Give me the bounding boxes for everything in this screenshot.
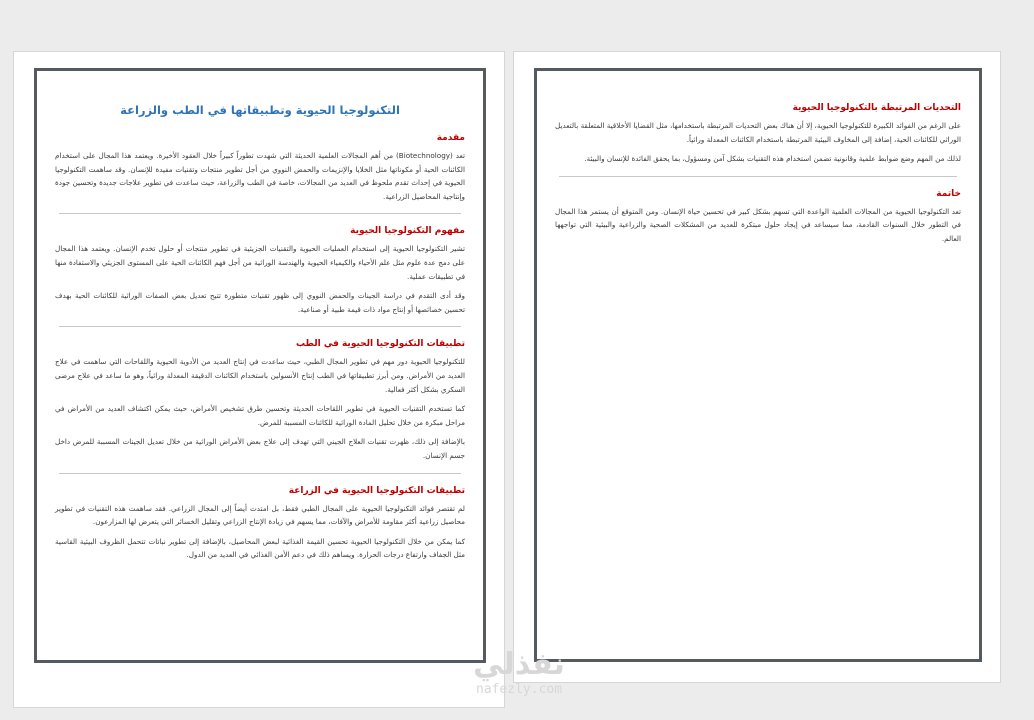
document-page-2 <box>514 52 1000 682</box>
document-page-1 <box>14 52 504 707</box>
medicine-paragraph-2: كما تستخدم التقنيات الحيوية في تطوير اللقاحات الحديثة وتحسين طرق تشخيص الأمراض، حيث يمكن اكتشاف العديد من الأمراض في مراحل مبكرة من خلال تحليل المادة الوراثية للكائنات المسببة للمرض. <box>55 404 465 427</box>
agriculture-paragraph-1: لم تقتصر فوائد التكنولوجيا الحيوية على المجال الطبي فقط، بل امتدت أيضاً إلى المجال الزراعي. فقد ساهمت هذه التقنيات في تطوير محاصيل زراعية أكثر مقاومة للأمراض والآفات، مما يسهم في زيادة الإنتاج الزراعي وتقليل الخسائر التي يتعرض لها المزارعون. <box>55 503 465 527</box>
page-border <box>34 68 486 663</box>
page-border <box>534 68 982 662</box>
watermark-url: nafezly.com <box>475 682 563 697</box>
section-divider <box>559 176 957 177</box>
medicine-heading: تطبيقات التكنولوجيا الحيوية في الطب <box>295 339 465 350</box>
challenges-paragraph-2: لذلك من المهم وضع ضوابط علمية وقانونية تضمن استخدام هذه التقنيات بشكل آمن ومسؤول، بما يحقق الفائدة للإنسان والبيئة. <box>584 154 961 164</box>
medicine-paragraph-1: للتكنولوجيا الحيوية دور مهم في تطوير المجال الطبي، حيث ساعدت في إنتاج العديد من الأدوية الحيوية واللقاحات التي ساهمت في علاج العديد من الأمراض. ومن أبرز تطبيقاتها في الطب إنتاج الأنسولين باستخدام الكائنات الدقيقة المعدلة وراثياً، وهو ما ساعد في علاج مرضى السكري بشكل أكثر فعالية. <box>55 357 465 394</box>
concept-paragraph-2: وقد أدى التقدم في دراسة الجينات والحمض النووي إلى ظهور تقنيات متطورة تتيح تعديل بعض الصفات الوراثية للكائنات الحية بهدف تحسين خصائصها أو إنتاج مواد ذات قيمة طبية أو صناعية. <box>55 291 465 314</box>
challenges-paragraph-1: على الرغم من الفوائد الكبيرة للتكنولوجيا الحيوية، إلا أن هناك بعض التحديات المرتبطة باستخدامها، مثل القضايا الأخلاقية المتعلقة بالتعديل الوراثي للكائنات الحية، إضافة إلى المخاوف البيئية المرتبطة باستخدام الكائنات المعدلة وراثياً. <box>555 121 961 144</box>
watermark-logo: نفذلي <box>473 647 565 682</box>
intro-text-start: تعد <box>455 151 466 160</box>
concept-paragraph-1: تشير التكنولوجيا الحيوية إلى استخدام العمليات الحيوية والتقنيات الجزيئية في تطوير منتجات أو حلول تخدم الإنسان. ويعتمد هذا المجال على دمج عدة علوم مثل علم الأحياء والكيمياء الحيوية والهندسة الوراثية من أجل فهم الكائنات الحية على المستوى الجزيئي والاستفادة منها في تطبيقات عملية. <box>55 244 465 281</box>
section-divider <box>59 326 461 327</box>
biotechnology-term: Biotechnology <box>398 151 451 160</box>
intro-heading: مقدمة <box>436 133 465 143</box>
challenges-heading: التحديات المرتبطة بالتكنولوجيا الحيوية <box>792 103 961 113</box>
concept-heading: مفهوم التكنولوجيا الحيوية <box>350 226 465 237</box>
conclusion-paragraph: تعد التكنولوجيا الحيوية من المجالات العلمية الواعدة التي تسهم بشكل كبير في تحسين حياة الإنسان. ومن المتوقع أن يستمر هذا المجال في التطور خلال السنوات القادمة، مما سيساعد في إيجاد حلول مبتكرة للعديد من المشكلات الصحية والزراعية والبيئية التي تواجهها العالم. <box>555 206 961 243</box>
intro-text-rest: من أهم المجالات العلمية الحديثة التي شهدت تطوراً كبيراً خلال العقود الأخيرة. ويعتمد هذا المجال على استخدام الكائنات الحية أو مكوناتها مثل الخلايا والإنزيمات والحمض النووي من أجل تطوير منتجات وتقنيات مفيدة للإنسان. وقد ساهمت التكنولوجيا الحيوية في إحداث تقدم ملحوظ في العديد من المجالات، خاصة في الطب والزراعة، حيث ساعدت في تطوير علاجات جديدة وتحسين جودة وإنتاجية المحاصيل الزراعية. <box>55 151 465 201</box>
intro-paragraph: تعد (Biotechnology) من أهم المجالات العلمية الحديثة التي شهدت تطوراً كبيراً خلال العقود الأخيرة. ويعتمد هذا المجال على استخدام الكائنات الحية أو مكوناتها مثل الخلايا والإنزيمات والحمض النووي من أجل تطوير منتجات وتقنيات مفيدة للإنسان. وقد ساهمت التكنولوجيا الحيوية في إحداث تقدم ملحوظ في العديد من المجالات، خاصة في الطب والزراعة، حيث ساعدت في تطوير علاجات جديدة وتحسين جودة وإنتاجية المحاصيل الزراعية. <box>55 151 466 201</box>
agriculture-heading: تطبيقات التكنولوجيا الحيوية في الزراعة <box>288 485 465 496</box>
section-divider <box>59 213 461 214</box>
section-divider <box>59 473 461 474</box>
medicine-paragraph-3: بالإضافة إلى ذلك، ظهرت تقنيات العلاج الجيني التي تهدف إلى علاج بعض الأمراض الوراثية من خلال تعديل الجينات المسببة للمرض داخل جسم الإنسان. <box>55 437 465 460</box>
agriculture-paragraph-2: كما يمكن من خلال التكنولوجيا الحيوية تحسين القيمة الغذائية لبعض المحاصيل، بالإضافة إلى تطوير نباتات تتحمل الظروف البيئية القاسية مثل الجفاف وارتفاع درجات الحرارة. ويساهم ذلك في دعم الأمن الغذائي في العديد من الدول. <box>55 536 465 560</box>
conclusion-heading: خاتمة <box>936 188 961 199</box>
document-title: التكنولوجيا الحيوية وتطبيقاتها في الطب والزراعة <box>120 103 400 117</box>
